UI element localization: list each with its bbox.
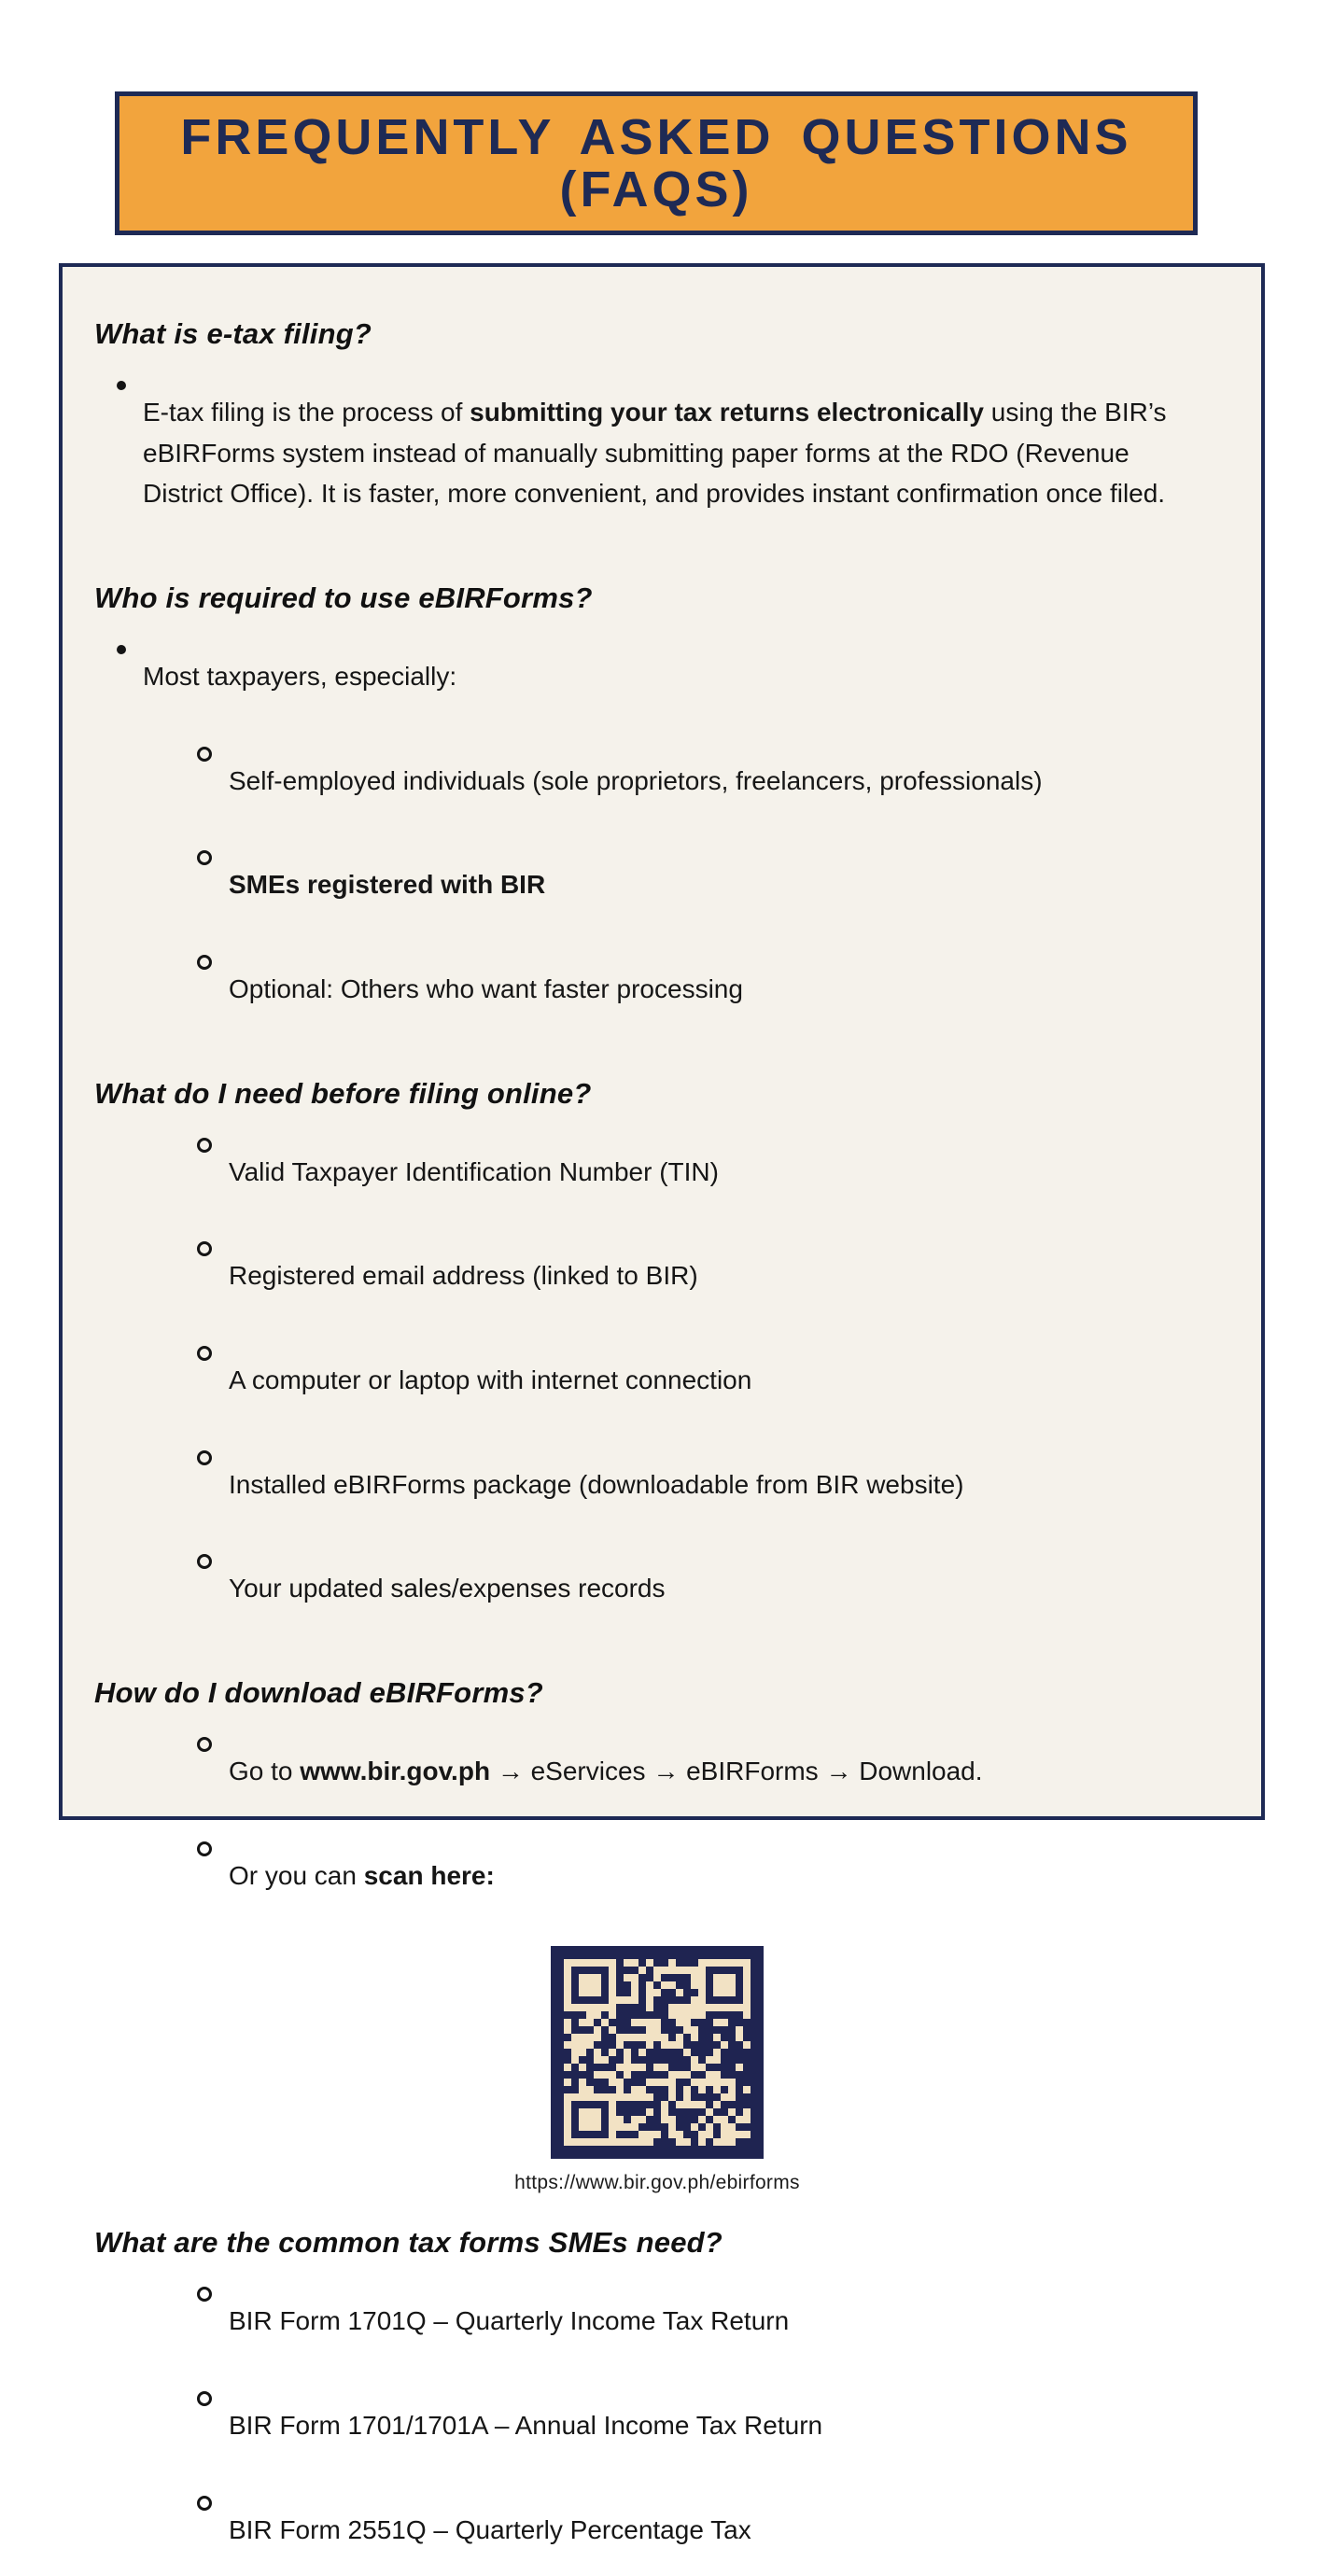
circle-bullet-icon [197,2391,212,2406]
circle-bullet-icon [197,850,212,865]
list-item [94,2275,1220,2368]
answer-text: Installed eBIRForms package (downloadable from BIR website) [229,1469,964,1499]
list-item [94,1438,1220,1532]
answer-text [143,392,1198,514]
list-item [94,1542,1220,1635]
list-item [94,2379,1220,2472]
circle-bullet-icon [197,747,212,762]
list-item [94,1829,1220,1923]
answer-text: BIR Form 2551Q – Quarterly Percentage Tax [229,2514,751,2544]
list-item [94,1229,1220,1323]
question-heading-download: How do I download eBIRForms? [94,1676,543,1710]
answer-text: BIR Form 1701Q – Quarterly Income Tax Return [229,2306,790,2336]
text-segment: using the BIR’s eBIRForms system instead of manually submitting paper forms at the RDO (Revenue District Office). It is faster, more convenient, and provides instant confirmation once filed. [143,398,1167,509]
circle-bullet-icon [197,1737,212,1752]
list-item [94,943,1220,1036]
list-item [94,1126,1220,1219]
answer-text: Optional: Others who want faster processing [229,974,743,1004]
circle-bullet-icon [197,1450,212,1465]
list-item [94,366,1220,540]
bullet-icon [117,381,126,390]
circle-bullet-icon [197,1138,212,1153]
question-heading-who: Who is required to use eBIRForms? [94,581,593,615]
list-item [94,2484,1220,2576]
text-segment: E-tax filing is the process of [143,398,470,427]
answer-text [229,1855,495,1897]
list-item [94,1334,1220,1427]
circle-bullet-icon [197,2496,212,2511]
answer-text: Self-employed individuals (sole proprietors, freelancers, professionals) [229,765,1043,795]
text-segment: Or you can [229,1860,364,1890]
bold-text: submitting your tax returns electronically [470,398,984,427]
faq-content-box [59,263,1265,2544]
url-text: www.bir.gov.ph [300,1757,491,1786]
circle-bullet-icon [197,1346,212,1361]
bullet-icon [117,645,126,654]
list-item [94,735,1220,828]
list-item [94,1725,1220,1818]
header-banner [115,91,1198,235]
question-heading-need: What do I need before filing online? [94,1076,592,1110]
answer-text: Most taxpayers, especially: [143,662,457,692]
circle-bullet-icon [197,2287,212,2302]
circle-bullet-icon [197,1241,212,1256]
answer-text [229,864,545,905]
page-title: FREQUENTLY ASKED QUESTIONS [180,108,1132,165]
answer-text: Your updated sales/expenses records [229,1574,666,1603]
circle-bullet-icon [197,955,212,970]
answer-text: A computer or laptop with internet connection [229,1365,752,1395]
question-heading-etax: What is e-tax filing? [94,317,372,350]
circle-bullet-icon [197,1554,212,1569]
qr-figure [94,1946,1220,2194]
text-segment: Go to [229,1757,301,1786]
text-segment: → eServices → eBIRForms → Download. [490,1757,983,1786]
answer-text: Valid Taxpayer Identification Number (TIN) [229,1156,719,1186]
answer-text: BIR Form 1701/1701A – Annual Income Tax Return [229,2411,823,2441]
bold-text: scan here: [363,1860,495,1890]
circle-bullet-icon [197,1841,212,1856]
qr-caption-url: https://www.bir.gov.ph/ebirforms [514,2172,800,2194]
qr-code-icon [551,1946,764,2159]
bold-text: SMEs registered with BIR [229,870,546,900]
list-item [94,838,1220,931]
list-item [94,630,1220,723]
question-heading-forms: What are the common tax forms SMEs need? [94,2226,723,2260]
answer-text: Registered email address (linked to BIR) [229,1261,698,1291]
answer-text [229,1751,983,1792]
page-title-sub: (FAQS) [559,161,753,217]
